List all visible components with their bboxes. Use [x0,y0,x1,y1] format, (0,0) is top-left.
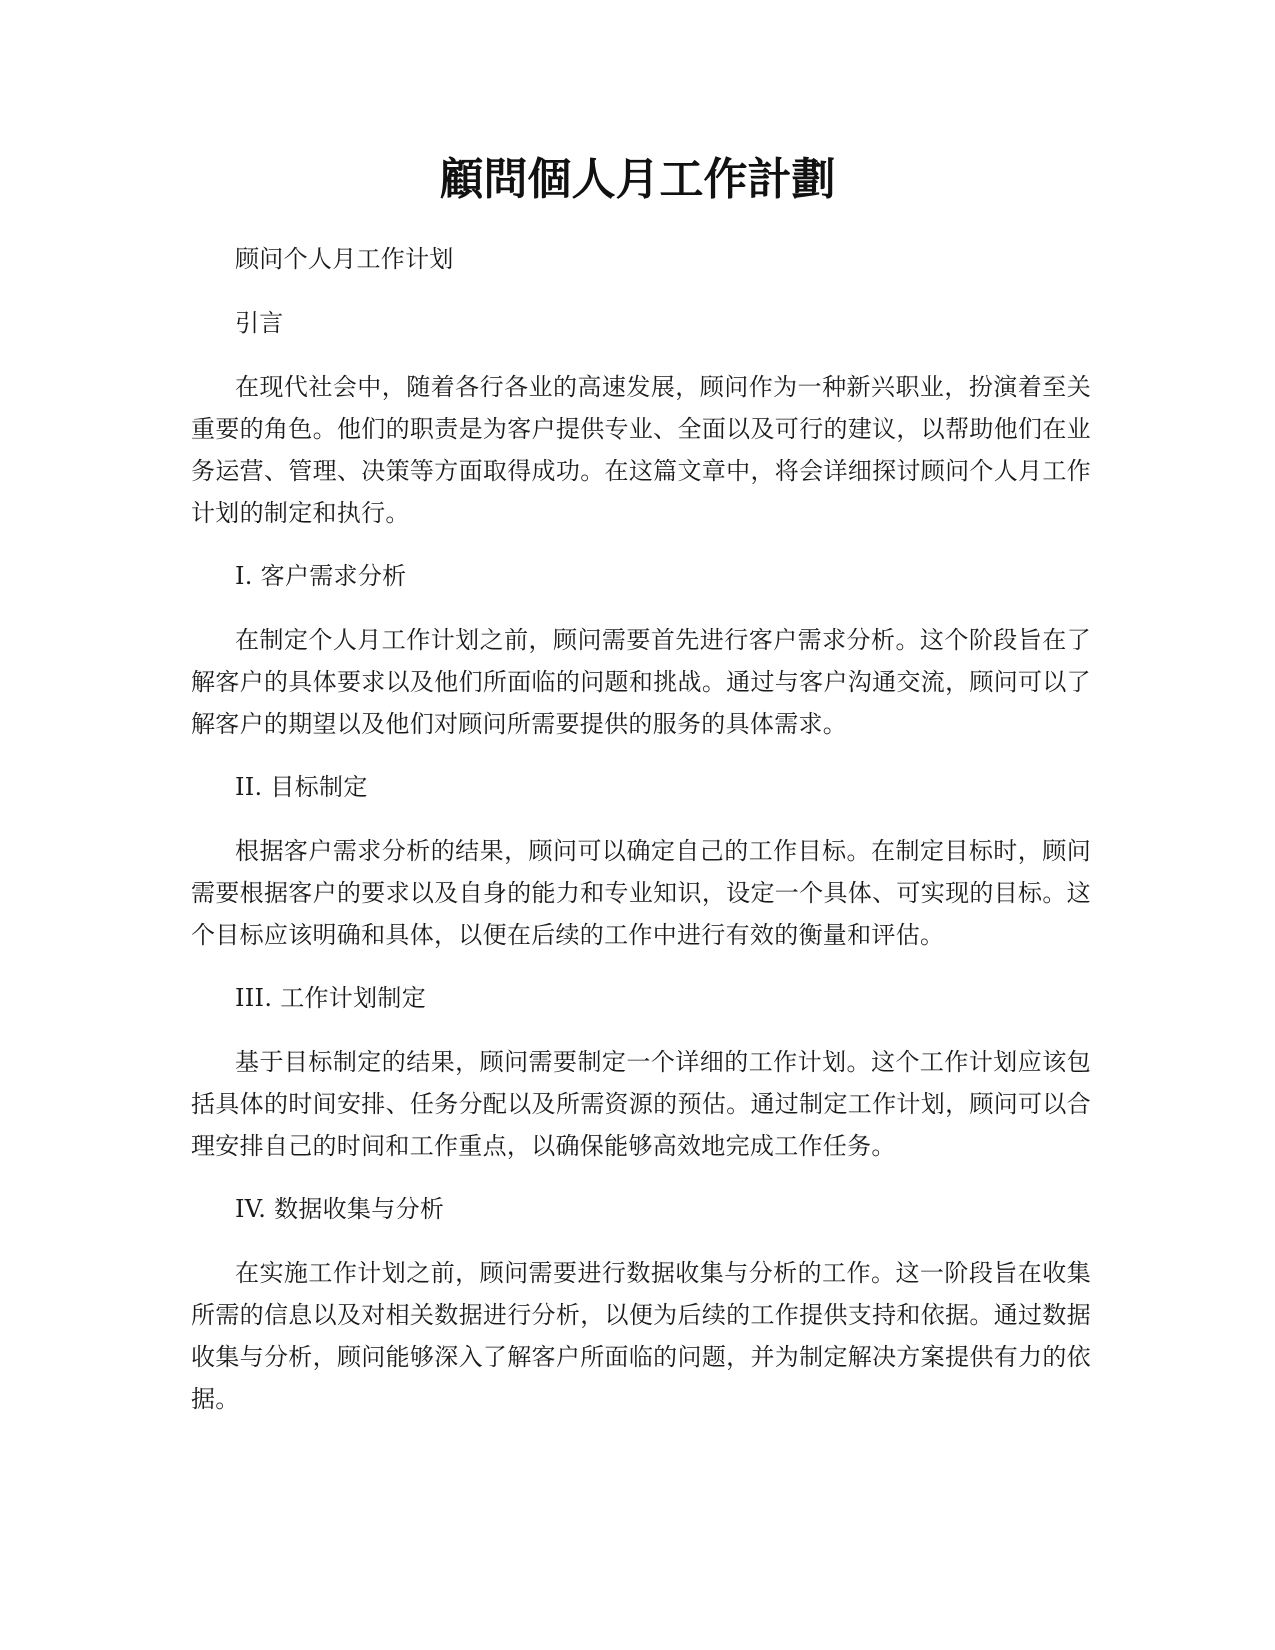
section-heading-1: I. 客户需求分析 [235,562,407,590]
paragraph-section-2: 根据客户需求分析的结果，顾问可以确定自己的工作目标。在制定目标时，顾问需要根据客户的要求以及自身的能力和专业知识，设定一个具体、可实现的目标。这个目标应该明确和具体，以便在后续的工作中进行有效的衡量和评估。 [191,837,1091,949]
section-heading-3: III. 工作计划制定 [235,984,426,1012]
document-title: 顧問個人月工作計劃 [439,154,836,205]
section-heading-2: II. 目标制定 [235,773,368,801]
document-body [191,238,1091,1441]
subtitle-heading: 顾问个人月工作计划 [235,245,454,273]
section-heading-4: IV. 数据收集与分析 [235,1195,445,1223]
paragraph-section-3: 基于目标制定的结果，顾问需要制定一个详细的工作计划。这个工作计划应该包括具体的时间安排、任务分配以及所需资源的预估。通过制定工作计划，顾问可以合理安排自己的时间和工作重点，以确保能够高效地完成工作任务。 [191,1048,1091,1160]
paragraph-section-4: 在实施工作计划之前，顾问需要进行数据收集与分析的工作。这一阶段旨在收集所需的信息以及对相关数据进行分析，以便为后续的工作提供支持和依据。通过数据收集与分析，顾问能够深入了解客户所面临的问题，并为制定解决方案提供有力的依据。 [191,1259,1091,1413]
paragraph-section-1: 在制定个人月工作计划之前，顾问需要首先进行客户需求分析。这个阶段旨在了解客户的具体要求以及他们所面临的问题和挑战。通过与客户沟通交流，顾问可以了解客户的期望以及他们对顾问所需要提供的服务的具体需求。 [191,626,1091,738]
paragraph-introduction: 在现代社会中，随着各行各业的高速发展，顾问作为一种新兴职业，扮演着至关重要的角色。他们的职责是为客户提供专业、全面以及可行的建议，以帮助他们在业务运营、管理、决策等方面取得成功。在这篇文章中，将会详细探讨顾问个人月工作计划的制定和执行。 [191,373,1091,527]
section-heading-introduction: 引言 [235,309,284,337]
